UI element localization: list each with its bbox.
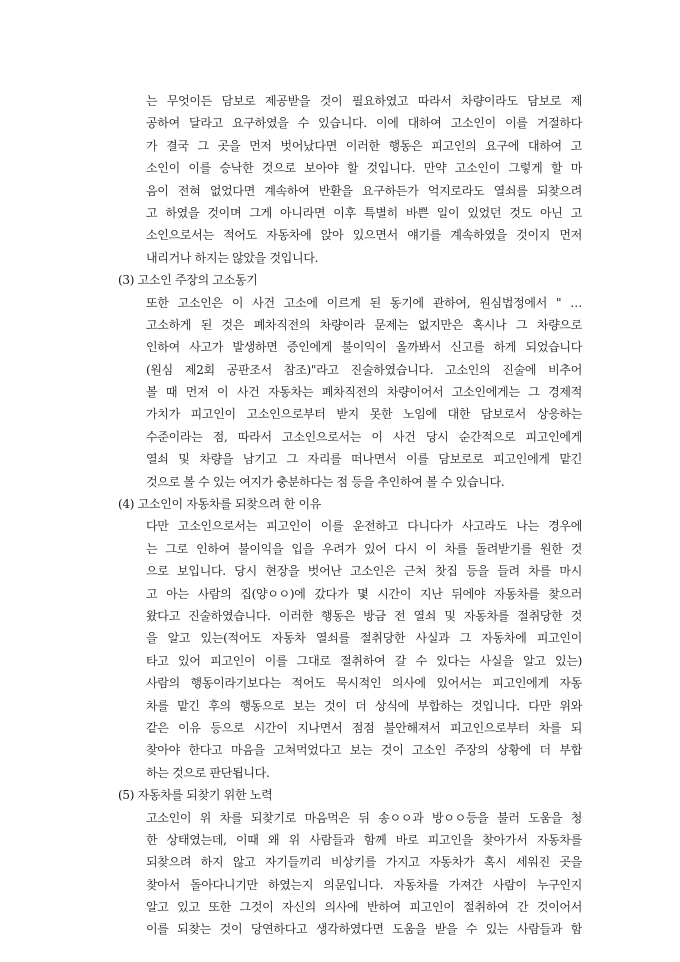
text-line: 는 그로 인하여 불이익을 입을 우려가 있어 다시 이 차를 돌려받기를 원한 것 — [146, 541, 582, 556]
text-line: 이를 되찾는 것이 당연하다고 생각하였다면 도움을 받을 수 있는 사람들과 함 — [146, 922, 582, 937]
text-line: 볼 때 먼저 이 사건 자동차는 폐차직전의 차량이어서 고소인에게는 그 경제적 — [146, 385, 582, 400]
text-line: 사람의 행동이라기보다는 적어도 묵시적인 의사에 있어서는 피고인에게 자동 — [146, 676, 582, 691]
text-line: 공하여 달라고 요구하였을 수 있습니다. 이에 대하여 고소인이 이를 거절하다 — [146, 116, 582, 131]
section-heading: (5) 자동차를 되찾기 위한 노력 — [118, 788, 273, 803]
section-heading: (4) 고소인이 자동차를 되찾으려 한 이유 — [118, 497, 322, 512]
section-3 — [118, 269, 582, 493]
text-line: 내리거나 하지는 않았을 것입니다. — [146, 250, 319, 265]
text-line: 는 무엇이든 담보로 제공받을 것이 필요하였고 따라서 차량이라도 담보로 제 — [146, 94, 582, 108]
text-line: 인하여 사고가 발생하면 증인에게 불이익이 올까봐서 신고를 하게 되었습니다 — [146, 340, 582, 355]
text-line: 고 하였을 것이며 그게 아니라면 이후 특별히 바쁜 일이 있었던 것도 아닌 고 — [146, 205, 582, 220]
text-line: 되찾으려 하지 않고 자기들끼리 비상키를 가지고 자동차가 혹시 세워진 곳을 — [146, 855, 582, 870]
text-line: 음이 전혀 없었다면 계속하여 반환을 요구하든가 억지로라도 열쇠를 되찾으려 — [146, 183, 582, 198]
text-line: 것으로 볼 수 있는 여지가 충분하다는 점 등을 추인하여 볼 수 있습니다. — [146, 474, 505, 489]
text-line: 찾아야 한다고 마음을 고쳐먹었다고 보는 것이 고소인 주장의 상황에 더 부합 — [146, 743, 582, 758]
section-4 — [118, 493, 582, 784]
text-line: 소인이 이를 승낙한 것으로 보아야 할 것입니다. 만약 고소인이 그렇게 할 마 — [146, 161, 582, 176]
text-line: 찾아서 돌아다니기만 하였는지 의문입니다. 자동차를 가져간 사람이 누구인지 — [146, 877, 582, 892]
section-5 — [118, 784, 582, 941]
text-line: 알고 있고 또한 그것이 자신의 의사에 반하여 피고인이 절취하여 간 것이어서 — [146, 900, 582, 915]
text-line: 가 결국 그 곳을 먼저 벗어났다면 이러한 행동은 피고인의 요구에 대하여 고 — [146, 138, 582, 153]
text-line: 차를 맡긴 후의 행동으로 보는 것이 더 상식에 부합하는 것입니다. 다만 위와 — [146, 698, 582, 713]
text-line: 왔다고 진술하였습니다. 이러한 행동은 방금 전 열쇠 및 자동차를 절취당한 것 — [146, 608, 582, 623]
text-line: (원심 제2회 공판조서 참조)"라고 진술하였습니다. 고소인의 진술에 비추어 — [146, 362, 582, 377]
text-line: 또한 고소인은 이 사건 고소에 이르게 된 동기에 관하여, 원심법정에서 " … — [146, 295, 582, 310]
text-line: 고 아는 사람의 집(양ㅇㅇ)에 갔다가 몇 시간이 지난 뒤에야 자동차를 찾으러 — [146, 586, 582, 601]
text-line: 타고 있어 피고인이 이를 그대로 절취하여 갈 수 있다는 사실을 알고 있는) — [146, 653, 582, 668]
text-line: 가치가 피고인이 고소인으로부터 받지 못한 노임에 대한 담보로서 상응하는 — [146, 407, 582, 422]
document-body — [118, 90, 582, 941]
text-line: 소인으로서는 적어도 자동차에 앉아 있으면서 얘기를 계속하였을 것이지 먼저 — [146, 228, 582, 243]
text-line: 고소인이 위 차를 되찾기로 마음먹은 뒤 송ㅇㅇ과 방ㅇㅇ등을 불러 도움을 청 — [146, 810, 582, 825]
text-line: 같은 이유 등으로 시간이 지나면서 점점 불안해져서 피고인으로부터 차를 되 — [146, 720, 582, 735]
intro-paragraph — [118, 90, 582, 269]
text-line: 하는 것으로 판단됩니다. — [146, 765, 270, 780]
text-line: 을 알고 있는(적어도 자동차 열쇠를 절취당한 사실과 그 자동차에 피고인이 — [146, 631, 582, 646]
text-line: 다만 고소인으로서는 피고인이 이를 운전하고 다니다가 사고라도 나는 경우에 — [146, 519, 582, 534]
text-line: 수준이라는 점, 따라서 고소인으로서는 이 사건 당시 순간적으로 피고인에게 — [146, 429, 582, 444]
text-line: 고소하게 된 것은 폐차직전의 차량이라 문제는 없지만은 혹시나 그 차량으로 — [146, 317, 582, 332]
text-line: 으로 보입니다. 당시 현장을 벗어난 고소인은 근처 찻집 등을 들려 차를 마시 — [146, 564, 582, 579]
text-line: 한 상태였는데, 이때 왜 위 사람들과 함께 바로 피고인을 찾아가서 자동차를 — [146, 832, 582, 847]
text-line: 열쇠 및 차량을 남기고 그 자리를 떠나면서 이를 담보로로 피고인에게 맡긴 — [146, 452, 582, 467]
section-heading: (3) 고소인 주장의 고소동기 — [118, 273, 258, 288]
